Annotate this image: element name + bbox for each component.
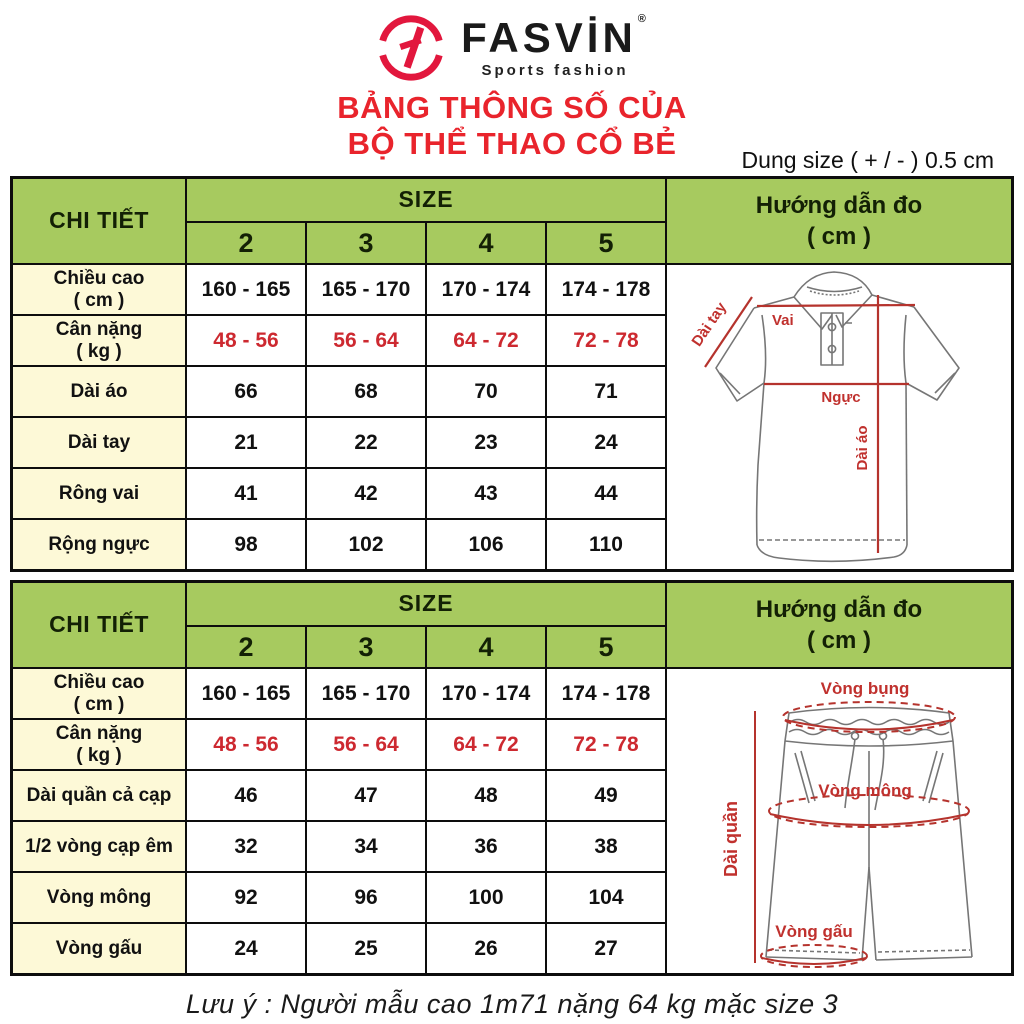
footer-note: Lưu ý : Người mẫu cao 1m71 nặng 64 kg mặc size 3 — [185, 989, 839, 1019]
weight-cell: 48 - 56 — [187, 720, 305, 769]
hem-cell: 24 — [187, 924, 305, 973]
weight-cell: 64 - 72 — [427, 720, 545, 769]
sleeve-length-label: Dài tay — [688, 299, 731, 350]
shoulder-cell: 44 — [547, 469, 665, 518]
size-col-4: 4 — [427, 223, 545, 263]
pants-length-cell: 47 — [307, 771, 425, 820]
brand-name: FASVİN — [461, 14, 637, 61]
weight-cell: 72 - 78 — [547, 720, 665, 769]
weight-cell: 56 - 64 — [307, 720, 425, 769]
tolerance-note: Dung size ( + / - ) 0.5 cm — [741, 147, 994, 173]
shorts-length-label: Dài quần — [721, 800, 741, 878]
chest-cell: 106 — [427, 520, 545, 569]
row-label-shoulder: Rông vai — [13, 469, 185, 518]
guide-header — [667, 583, 1011, 667]
shirt-length-cell: 66 — [187, 367, 305, 416]
weight-cell: 56 - 64 — [307, 316, 425, 365]
shorts-size-table — [10, 580, 1014, 976]
shoulder-cell: 41 — [187, 469, 305, 518]
polo-shirt-illustration — [667, 265, 1011, 569]
row-label-sleeve: Dài tay — [13, 418, 185, 467]
height-cell: 174 - 178 — [547, 669, 665, 718]
guide-header-line2: ( cm ) — [806, 627, 871, 654]
waistband-cell: 38 — [547, 822, 665, 871]
brand-tagline: Sports fashion — [481, 62, 629, 79]
height-cell: 160 - 165 — [187, 265, 305, 314]
shirt-length-cell: 71 — [547, 367, 665, 416]
row-label-height: Chiều cao ( cm ) — [13, 669, 185, 718]
pants-length-cell: 46 — [187, 771, 305, 820]
size-col-5: 5 — [547, 627, 665, 667]
title-line-2: BỘ THỂ THAO CỔ BẺ — [347, 126, 677, 161]
shoulder-label: Vai — [772, 312, 794, 329]
guide-header-line2: ( cm ) — [806, 223, 871, 250]
size-header: SIZE — [187, 179, 665, 221]
chi-tiet-header: CHI TIẾT — [13, 179, 185, 263]
size-col-3: 3 — [307, 627, 425, 667]
row-label-hip: Vòng mông — [13, 873, 185, 922]
shoulder-cell: 43 — [427, 469, 545, 518]
size-col-4: 4 — [427, 627, 545, 667]
row-label-waistband: 1/2 vòng cạp êm — [13, 822, 185, 871]
row-label-pants-length: Dài quần cả cạp — [13, 771, 185, 820]
registered-mark: ® — [637, 13, 650, 25]
height-cell: 165 - 170 — [307, 669, 425, 718]
height-cell: 170 - 174 — [427, 669, 545, 718]
row-label-weight: Cân nặng ( kg ) — [13, 720, 185, 769]
page-header — [0, 0, 1024, 176]
brand-wordmark — [461, 13, 650, 79]
sleeve-cell: 21 — [187, 418, 305, 467]
size-header: SIZE — [187, 583, 665, 625]
hem-cell: 25 — [307, 924, 425, 973]
size-col-2: 2 — [187, 627, 305, 667]
chest-cell: 98 — [187, 520, 305, 569]
shirt-length-cell: 70 — [427, 367, 545, 416]
shorts-illustration — [667, 669, 1011, 973]
fasvin-logo-icon — [375, 12, 447, 84]
pants-length-cell: 49 — [547, 771, 665, 820]
row-label-height: Chiều cao ( cm ) — [13, 265, 185, 314]
title-line-1: BẢNG THÔNG SỐ CỦA — [337, 90, 687, 125]
pants-length-cell: 48 — [427, 771, 545, 820]
shirt-length-cell: 68 — [307, 367, 425, 416]
size-col-3: 3 — [307, 223, 425, 263]
hip-cell: 104 — [547, 873, 665, 922]
weight-cell: 72 - 78 — [547, 316, 665, 365]
guide-header-line1: Hướng dẫn đo — [755, 191, 923, 219]
guide-header — [667, 179, 1011, 263]
guide-header-line1: Hướng dẫn đo — [755, 595, 923, 623]
hip-cell: 96 — [307, 873, 425, 922]
waistband-cell: 32 — [187, 822, 305, 871]
chest-label: Ngực — [821, 389, 861, 406]
shirt-size-table — [10, 176, 1014, 572]
waist-label: Vòng bụng — [820, 679, 910, 698]
weight-cell: 64 - 72 — [427, 316, 545, 365]
height-cell: 170 - 174 — [427, 265, 545, 314]
height-cell: 160 - 165 — [187, 669, 305, 718]
shoulder-cell: 42 — [307, 469, 425, 518]
chi-tiet-header: CHI TIẾT — [13, 583, 185, 667]
height-cell: 174 - 178 — [547, 265, 665, 314]
size-col-2: 2 — [187, 223, 305, 263]
shirt-diagram — [667, 265, 1011, 569]
hem-cell: 26 — [427, 924, 545, 973]
row-label-weight: Cân nặng ( kg ) — [13, 316, 185, 365]
weight-cell: 48 - 56 — [187, 316, 305, 365]
hip-cell: 92 — [187, 873, 305, 922]
height-cell: 165 - 170 — [307, 265, 425, 314]
waistband-cell: 36 — [427, 822, 545, 871]
chest-cell: 110 — [547, 520, 665, 569]
brand-logo — [0, 0, 1024, 88]
shorts-diagram — [667, 669, 1011, 973]
hem-label: Vòng gấu — [775, 922, 853, 941]
chest-cell: 102 — [307, 520, 425, 569]
sleeve-cell: 24 — [547, 418, 665, 467]
shirt-length-label: Dài áo — [854, 425, 871, 471]
size-col-5: 5 — [547, 223, 665, 263]
hem-cell: 27 — [547, 924, 665, 973]
sleeve-cell: 22 — [307, 418, 425, 467]
row-label-chest: Rộng ngực — [13, 520, 185, 569]
hip-cell: 100 — [427, 873, 545, 922]
waistband-cell: 34 — [307, 822, 425, 871]
sleeve-cell: 23 — [427, 418, 545, 467]
row-label-shirt-length: Dài áo — [13, 367, 185, 416]
hip-label: Vòng mông — [818, 781, 912, 800]
row-label-hem: Vòng gấu — [13, 924, 185, 973]
